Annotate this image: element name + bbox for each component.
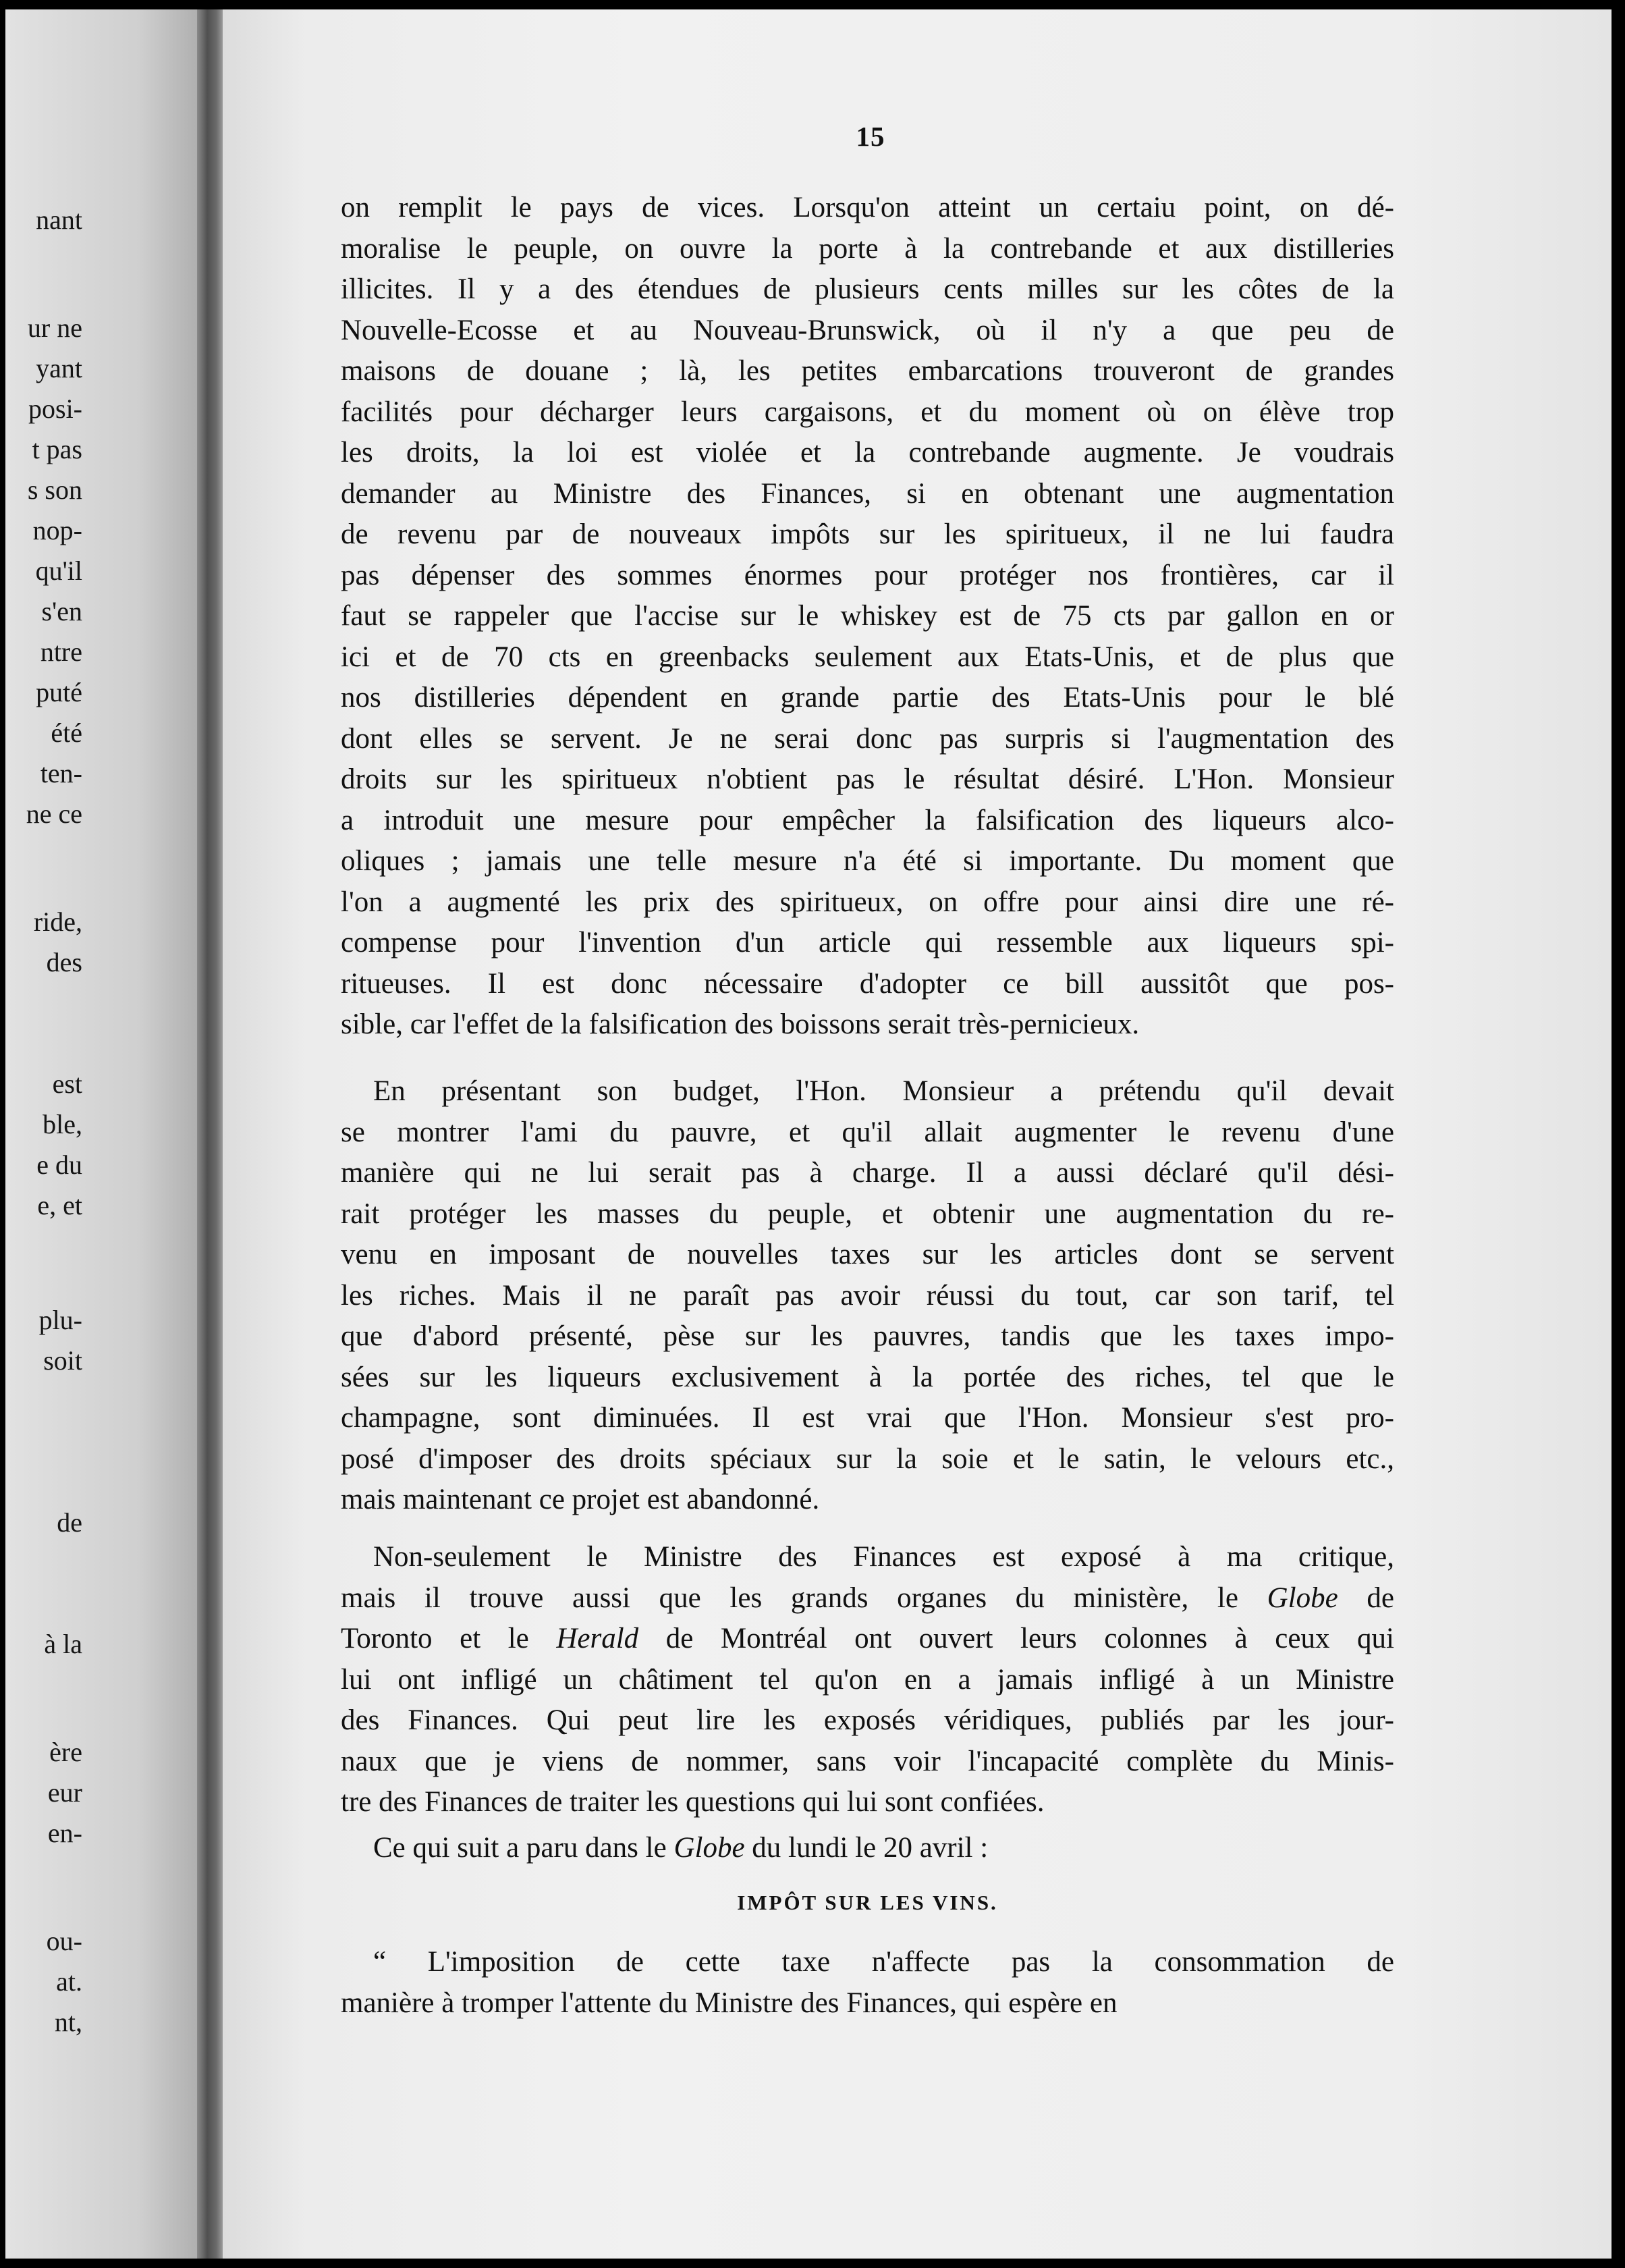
text-line: on remplit le pays de vices. Lorsqu'on atteint un certaiu point, on dé- xyxy=(341,192,1394,223)
text-line: mais il trouve aussi que les grands organes du ministère, le Globe de xyxy=(341,1582,1394,1614)
text-line: a introduit une mesure pour empêcher la falsification des liqueurs alco- xyxy=(341,804,1394,836)
section-heading: IMPÔT SUR LES VINS. xyxy=(737,1891,998,1914)
text-line: Nouvelle-Ecosse et au Nouveau-Brunswick, où il n'y a que peu de xyxy=(341,314,1394,346)
newspaper-name: Globe xyxy=(1267,1582,1338,1614)
previous-page-fragment: ur ne xyxy=(27,313,82,343)
previous-page-fragment: ère xyxy=(49,1737,82,1767)
newspaper-name: Herald xyxy=(556,1623,639,1654)
previous-page-fragment: plu- xyxy=(38,1305,82,1335)
previous-page-fragment: ou- xyxy=(46,1926,82,1956)
scan-border-right xyxy=(1612,0,1625,2268)
page-number: 15 xyxy=(856,121,885,152)
previous-page-fragment: est xyxy=(52,1069,82,1099)
previous-page-fragment: eur xyxy=(47,1777,82,1808)
previous-page-fragment: ble, xyxy=(43,1109,82,1139)
scan-border-top xyxy=(0,0,1625,9)
text-line: posé d'imposer des droits spéciaux sur la soie et le satin, le velours etc., xyxy=(341,1442,1394,1475)
text-line: “ L'imposition de cette taxe n'affecte pas la consommation de xyxy=(373,1946,1394,1978)
text-line: les droits, la loi est violée et la contrebande augmente. Je voudrais xyxy=(341,437,1394,468)
text-line: maisons de douane ; là, les petites embarcations trouveront de grandes xyxy=(341,355,1394,387)
previous-page-fragment: posi- xyxy=(28,394,82,424)
scan-border-bottom xyxy=(0,2259,1625,2268)
previous-page-fragment: ride, xyxy=(33,907,82,937)
text-line: rait protéger les masses du peuple, et obtenir une augmentation du re- xyxy=(341,1197,1394,1230)
text-line: droits sur les spiritueux n'obtient pas le résultat désiré. L'Hon. Monsieur xyxy=(341,763,1394,795)
text-line: se montrer l'ami du pauvre, et qu'il allait augmenter le revenu d'une xyxy=(341,1116,1394,1148)
text-line: venu en imposant de nouvelles taxes sur les articles dont se servent xyxy=(341,1239,1394,1270)
text-line: En présentant son budget, l'Hon. Monsieur a prétendu qu'il devait xyxy=(373,1075,1394,1107)
previous-page-fragment: été xyxy=(51,718,82,748)
previous-page-fragment: ntre xyxy=(40,637,82,667)
text-line: moralise le peuple, on ouvre la porte à la contrebande et aux distilleries xyxy=(341,232,1394,265)
text-line: oliques ; jamais une telle mesure n'a été si importante. Du moment que xyxy=(341,845,1394,877)
previous-page-fragment: ne ce xyxy=(26,799,82,829)
text-line: compense pour l'invention d'un article qui ressemble aux liqueurs spi- xyxy=(341,927,1394,959)
text-line: sées sur les liqueurs exclusivement à la portée des riches, tel que le xyxy=(341,1361,1394,1393)
text-line: les riches. Mais il ne paraît pas avoir réussi du tout, car son tarif, tel xyxy=(341,1279,1394,1312)
previous-page-fragment: yant xyxy=(36,353,82,383)
text-line: ici et de 70 cts en greenbacks seulement aux Etats-Unis, et de plus que xyxy=(341,641,1394,673)
previous-page-fragment: t pas xyxy=(32,434,82,464)
text-line: manière à tromper l'attente du Ministre des Finances, qui espère en xyxy=(341,1987,1118,2019)
text-line: Ce qui suit a paru dans le Globe du lundi le 20 avril : xyxy=(373,1832,989,1864)
previous-page-fragment: s son xyxy=(27,475,82,505)
scan-border-left xyxy=(0,0,5,2268)
text-line: des Finances. Qui peut lire les exposés véridiques, publiés par les jour- xyxy=(341,1704,1394,1736)
text-line: naux que je viens de nommer, sans voir l'incapacité complète du Minis- xyxy=(341,1745,1394,1777)
previous-page-fragment: ten- xyxy=(40,758,82,788)
text-line: que d'abord présenté, pèse sur les pauvres, tandis que les taxes impo- xyxy=(341,1320,1394,1352)
text-line: tre des Finances de traiter les questions qui lui sont confiées. xyxy=(341,1786,1045,1818)
text-line: manière qui ne lui serait pas à charge. Il a aussi déclaré qu'il dési- xyxy=(341,1157,1394,1189)
text-line: l'on a augmenté les prix des spiritueux, on offre pour ainsi dire une ré- xyxy=(341,886,1394,918)
previous-page-fragment: à la xyxy=(44,1629,82,1659)
text-line: demander au Ministre des Finances, si en obtenant une augmentation xyxy=(341,477,1394,510)
previous-page-fragment: e du xyxy=(36,1150,82,1180)
text-line: facilités pour décharger leurs cargaisons, et du moment où on élève trop xyxy=(341,396,1394,428)
previous-page-fragment: nop- xyxy=(32,515,82,545)
previous-page-fragment: soit xyxy=(43,1345,82,1376)
previous-page-fragment: en- xyxy=(47,1818,82,1848)
text-line: nos distilleries dépendent en grande partie des Etats-Unis pour le blé xyxy=(341,682,1394,713)
text-line: sible, car l'effet de la falsification des boissons serait très-pernicieux. xyxy=(341,1008,1140,1040)
previous-page-fragment: e, et xyxy=(37,1190,82,1220)
previous-page-margin xyxy=(5,9,197,2259)
previous-page-fragment: puté xyxy=(36,677,82,707)
previous-page-fragment: nt, xyxy=(54,2007,82,2037)
previous-page-fragment: at. xyxy=(56,1966,82,1997)
text-line: Toronto et le Herald de Montréal ont ouvert leurs colonnes à ceux qui xyxy=(341,1623,1394,1654)
text-line: champagne, sont diminuées. Il est vrai que l'Hon. Monsieur s'est pro- xyxy=(341,1402,1394,1434)
text-line: faut se rappeler que l'accise sur le whiskey est de 75 cts par gallon en or xyxy=(341,600,1394,632)
previous-page-fragment: des xyxy=(46,947,82,977)
book-spine-gutter xyxy=(197,9,223,2259)
text-line: lui ont infligé un châtiment tel qu'on en a jamais infligé à un Ministre xyxy=(341,1663,1394,1696)
previous-page-fragment: qu'il xyxy=(35,556,82,586)
text-line: dont elles se servent. Je ne serai donc pas surpris si l'augmentation des xyxy=(341,722,1394,755)
previous-page-fragment: s'en xyxy=(41,596,82,626)
text-line: mais maintenant ce projet est abandonné. xyxy=(341,1484,820,1515)
previous-page-fragment: nant xyxy=(36,205,82,235)
text-line: ritueuses. Il est donc nécessaire d'adopter ce bill aussitôt que pos- xyxy=(341,967,1394,1000)
previous-page-fragment: de xyxy=(57,1507,82,1538)
newspaper-name: Globe xyxy=(673,1832,745,1864)
text-line: de revenu par de nouveaux impôts sur les spiritueux, il ne lui faudra xyxy=(341,518,1394,550)
text-line: illicites. Il y a des étendues de plusieurs cents milles sur les côtes de la xyxy=(341,273,1394,305)
text-line: Non-seulement le Ministre des Finances est exposé à ma critique, xyxy=(373,1541,1394,1573)
text-line: pas dépenser des sommes énormes pour protéger nos frontières, car il xyxy=(341,559,1394,591)
